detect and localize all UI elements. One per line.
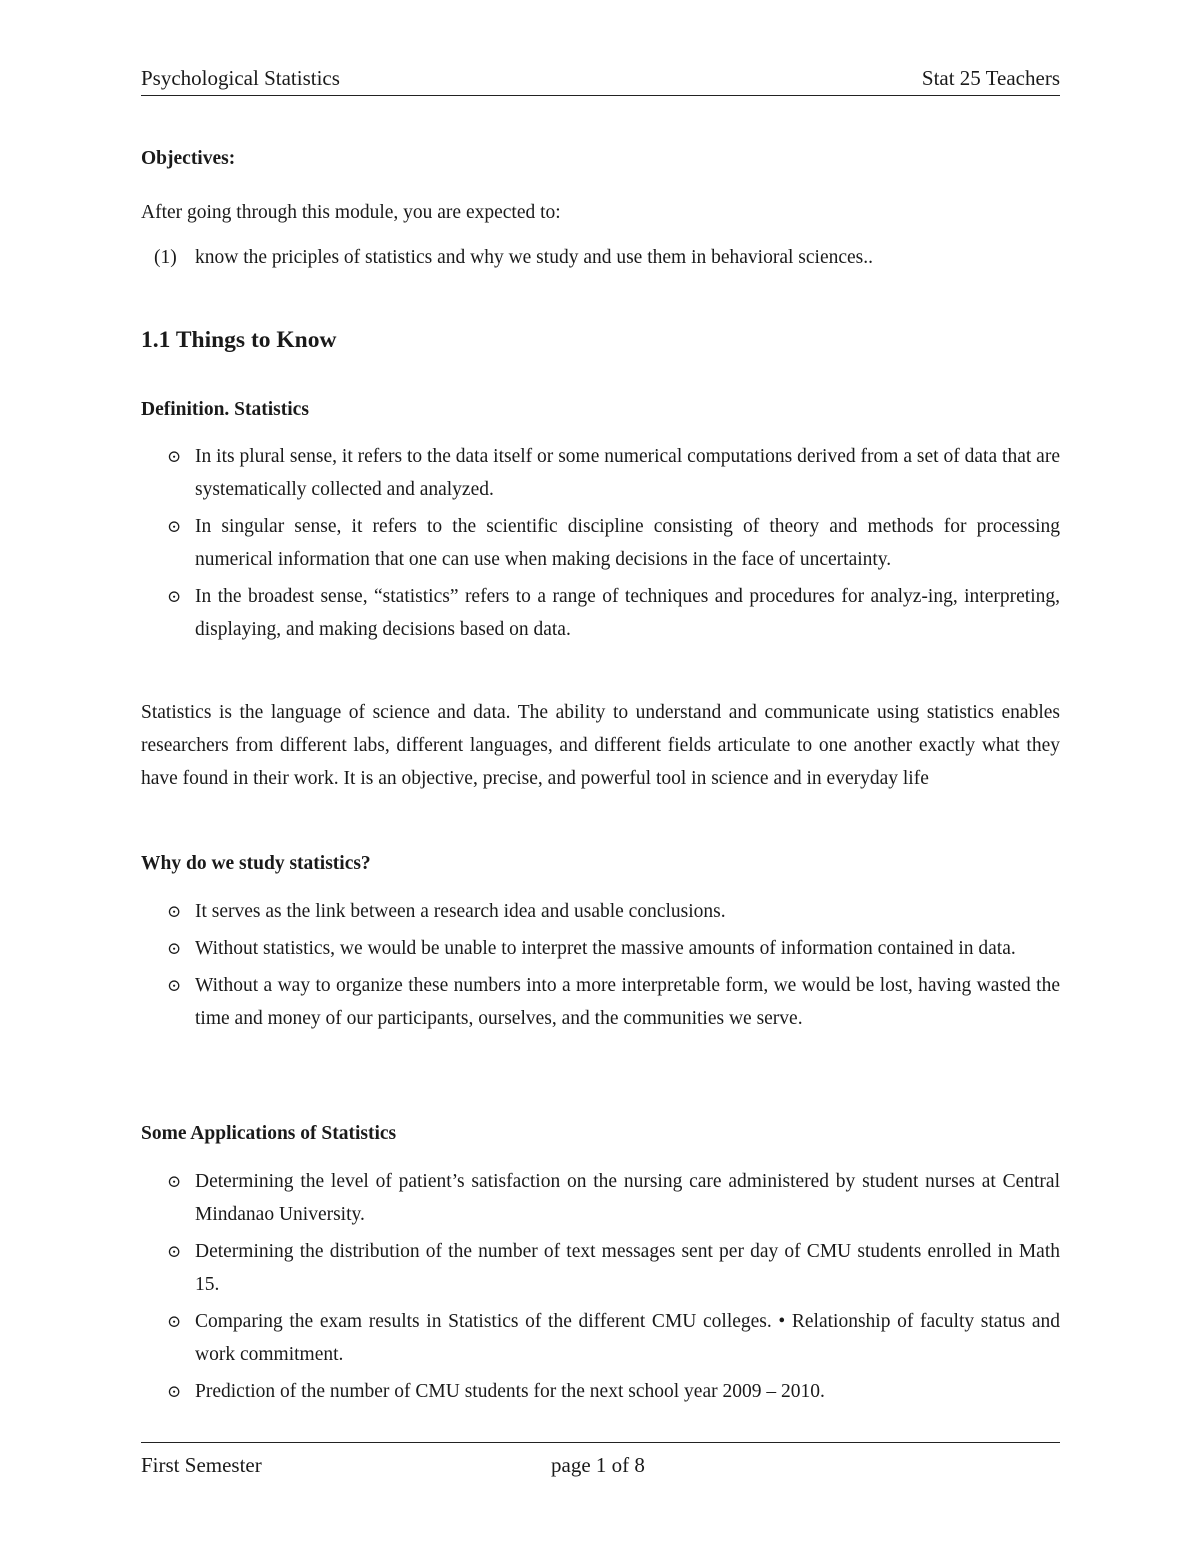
why-item	[141, 932, 1060, 965]
bullet-marker-icon: ⊙	[167, 1382, 182, 1401]
why-list	[141, 895, 1060, 1039]
footer-semester: First Semester	[141, 1453, 262, 1477]
application-item	[141, 1305, 1060, 1371]
definition-list	[141, 440, 1060, 650]
definition-item-text: In its plural sense, it refers to the data itself or some numerical computations derived from a set of data that are systematically collected and analyzed.	[195, 446, 1060, 500]
application-item-text: Determining the level of patient’s satisfaction on the nursing care administered by student nurses at Central Mindanao University.	[195, 1171, 1060, 1225]
definition-item	[141, 580, 1060, 646]
application-item	[141, 1375, 1060, 1408]
bullet-marker-icon: ⊙	[167, 902, 182, 921]
definition-item	[141, 510, 1060, 576]
header-audience: Stat 25 Teachers	[921, 66, 1060, 90]
why-item	[141, 969, 1060, 1035]
definition-heading: Definition. Statistics	[141, 399, 309, 420]
definition-item	[141, 440, 1060, 506]
why-item-text: It serves as the link between a research idea and usable conclusions.	[195, 901, 726, 922]
header-course-title: Psychological Statistics	[141, 66, 340, 90]
statistics-paragraph: Statistics is the language of science and data. The ability to understand and communicate using statistics enables researchers from different labs, different languages, and different fields articulate to one another exactly what they have found in their work. It is an objective, precise, and powerful tool in science and in everyday life	[141, 702, 1060, 789]
why-item-text: Without statistics, we would be unable to interpret the massive amounts of information contained in data.	[195, 938, 1016, 959]
bullet-marker-icon: ⊙	[167, 1312, 182, 1331]
bullet-marker-icon: ⊙	[167, 1242, 182, 1261]
definition-item-text: In singular sense, it refers to the scientific discipline consisting of theory and methods for processing numerical information that one can use when making decisions in the face of uncertainty.	[195, 516, 1060, 570]
footer-page-number: page 1 of 8	[551, 1453, 645, 1477]
why-heading: Why do we study statistics?	[141, 853, 371, 874]
objectives-intro: After going through this module, you are expected to:	[141, 202, 561, 223]
applications-list	[141, 1165, 1060, 1412]
applications-heading: Some Applications of Statistics	[141, 1123, 397, 1144]
bullet-marker-icon: ⊙	[167, 587, 182, 606]
bullet-marker-icon: ⊙	[167, 447, 182, 466]
application-item-text: Prediction of the number of CMU students for the next school year 2009 – 2010.	[195, 1381, 825, 1402]
why-item	[141, 895, 1060, 928]
objective-number: (1)	[154, 247, 177, 268]
bullet-marker-icon: ⊙	[167, 1172, 182, 1191]
application-item-text: Comparing the exam results in Statistics of the different CMU colleges. • Relationship of faculty status and work commitment.	[195, 1311, 1060, 1365]
page-footer	[141, 1442, 1060, 1477]
application-item	[141, 1235, 1060, 1301]
objective-text: know the priciples of statistics and why we study and use them in behavioral sciences..	[195, 247, 874, 268]
application-item	[141, 1165, 1060, 1231]
bullet-marker-icon: ⊙	[167, 976, 182, 995]
section-title: 1.1 Things to Know	[141, 327, 337, 353]
bullet-marker-icon: ⊙	[167, 517, 182, 536]
why-item-text: Without a way to organize these numbers into a more interpretable form, we would be lost, having wasted the time and money of our participants, ourselves, and the communities we serve.	[195, 975, 1060, 1029]
page-header	[141, 66, 1060, 96]
definition-item-text: In the broadest sense, “statistics” refers to a range of techniques and procedures for analyz-ing, interpreting, displaying, and making decisions based on data.	[195, 586, 1060, 640]
application-item-text: Determining the distribution of the number of text messages sent per day of CMU students enrolled in Math 15.	[195, 1241, 1060, 1295]
bullet-marker-icon: ⊙	[167, 939, 182, 958]
objectives-heading: Objectives:	[141, 148, 236, 169]
objective-item	[154, 241, 873, 274]
